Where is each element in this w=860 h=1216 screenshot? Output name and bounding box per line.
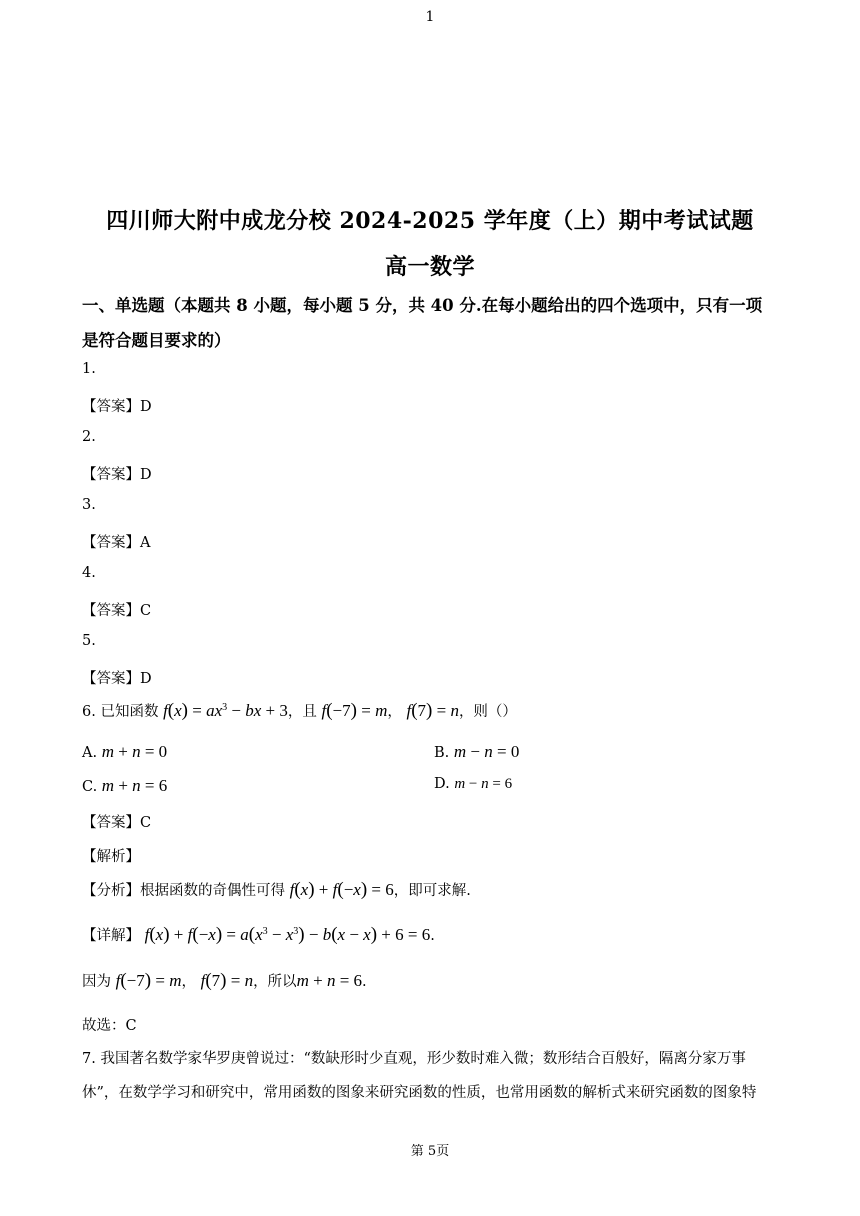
because-tail: . — [362, 974, 367, 990]
fenxi-line — [82, 879, 471, 901]
because-prefix: 因为 — [82, 974, 111, 990]
question-6-sep1: ，且 — [287, 704, 317, 720]
because-f-minus7: f(−7) = m — [115, 970, 182, 991]
question-1-answer: 【答案】D — [82, 399, 152, 415]
detail-derivation: $f(x) + f(-x) = a(x^3 - x^3) - b(x - x) + 6 = 6$ — [144, 924, 431, 945]
section-heading-line1: 一、单选题（本题共 8 小题，每小题 5 分，共 40 分.在每小题给出的四个选项中，只有一项 — [82, 296, 763, 315]
option-a-label: A. — [82, 745, 98, 761]
question-1-number: 1. — [82, 361, 96, 377]
question-3-number: 3. — [82, 497, 96, 513]
option-b-label: B. — [434, 745, 450, 761]
because-mid: ，所以 — [253, 974, 297, 990]
condition-f-minus7: f(−7) = m — [321, 700, 388, 721]
choice-line: 故选：C — [82, 1018, 137, 1034]
question-6-sep3: ，则（） — [458, 704, 517, 720]
page-footer: 第 5页 — [410, 1144, 450, 1159]
because-f-7: f(7) = n — [200, 970, 254, 991]
question-7-line1: 7. 我国著名数学家华罗庚曾说过：“数缺形时少直观，形少数时难入微；数形结合百般好，隔离分家万事 — [82, 1051, 746, 1067]
question-2-number: 2. — [82, 429, 96, 445]
question-6-answer: 【答案】C — [82, 815, 152, 831]
function-definition: $f(x) = ax^3$ − bx + 3 — [163, 700, 288, 721]
exam-subtitle: 高一数学 — [384, 254, 475, 280]
option-c — [82, 776, 167, 796]
question-2-answer: 【答案】D — [82, 467, 152, 483]
question-7-line2: 休”，在数学学习和研究中，常用函数的图象来研究函数的性质，也常用函数的解析式来研究函数的图象特 — [82, 1085, 757, 1101]
option-d-label: D. — [434, 776, 450, 792]
option-a — [82, 742, 167, 762]
option-b — [434, 742, 519, 762]
fenxi-tail: ，即可求解. — [393, 883, 471, 899]
question-5-number: 5. — [82, 633, 96, 649]
conclusion-expr: m + n = 6 — [296, 971, 363, 990]
analysis-label: 【解析】 — [82, 849, 140, 865]
question-4-number: 4. — [82, 565, 96, 581]
option-a-expr: m + n = 0 — [101, 742, 168, 761]
option-c-label: C. — [82, 779, 98, 795]
exam-title: 四川师大附中成龙分校 2024-2025 学年度（上）期中考试试题 — [106, 208, 754, 234]
condition-f-7: f(7) = n — [406, 700, 459, 721]
question-4-answer: 【答案】C — [82, 603, 152, 619]
xiangjie-label: 【详解】 — [82, 928, 140, 944]
question-3-answer: 【答案】A — [82, 535, 151, 551]
fenxi-text: 根据函数的奇偶性可得 — [140, 883, 285, 899]
question-6-sep2: ， — [387, 704, 402, 720]
parity-expression: f(x) + f(−x) = 6 — [289, 879, 394, 900]
option-b-expr: m − n = 0 — [453, 742, 520, 761]
question-6-prefix: 6. 已知函数 — [82, 704, 159, 720]
section-heading-line2: 是符合题目要求的） — [82, 331, 231, 350]
xiangjie-line: 【详解】 $f(x) + f(-x) = a(x^3 - x^3) - b(x - x) + 6 = 6$. — [82, 924, 435, 945]
option-d — [434, 776, 512, 793]
question-5-answer: 【答案】D — [82, 671, 152, 687]
option-c-expr: m + n = 6 — [101, 776, 168, 795]
question-6-stem — [82, 700, 517, 722]
fenxi-label: 【分析】 — [82, 883, 140, 899]
because-sep: ， — [181, 974, 196, 990]
page-top-number: 1 — [425, 9, 435, 25]
because-line — [82, 970, 367, 992]
option-d-expr: m − n = 6 — [454, 776, 513, 792]
